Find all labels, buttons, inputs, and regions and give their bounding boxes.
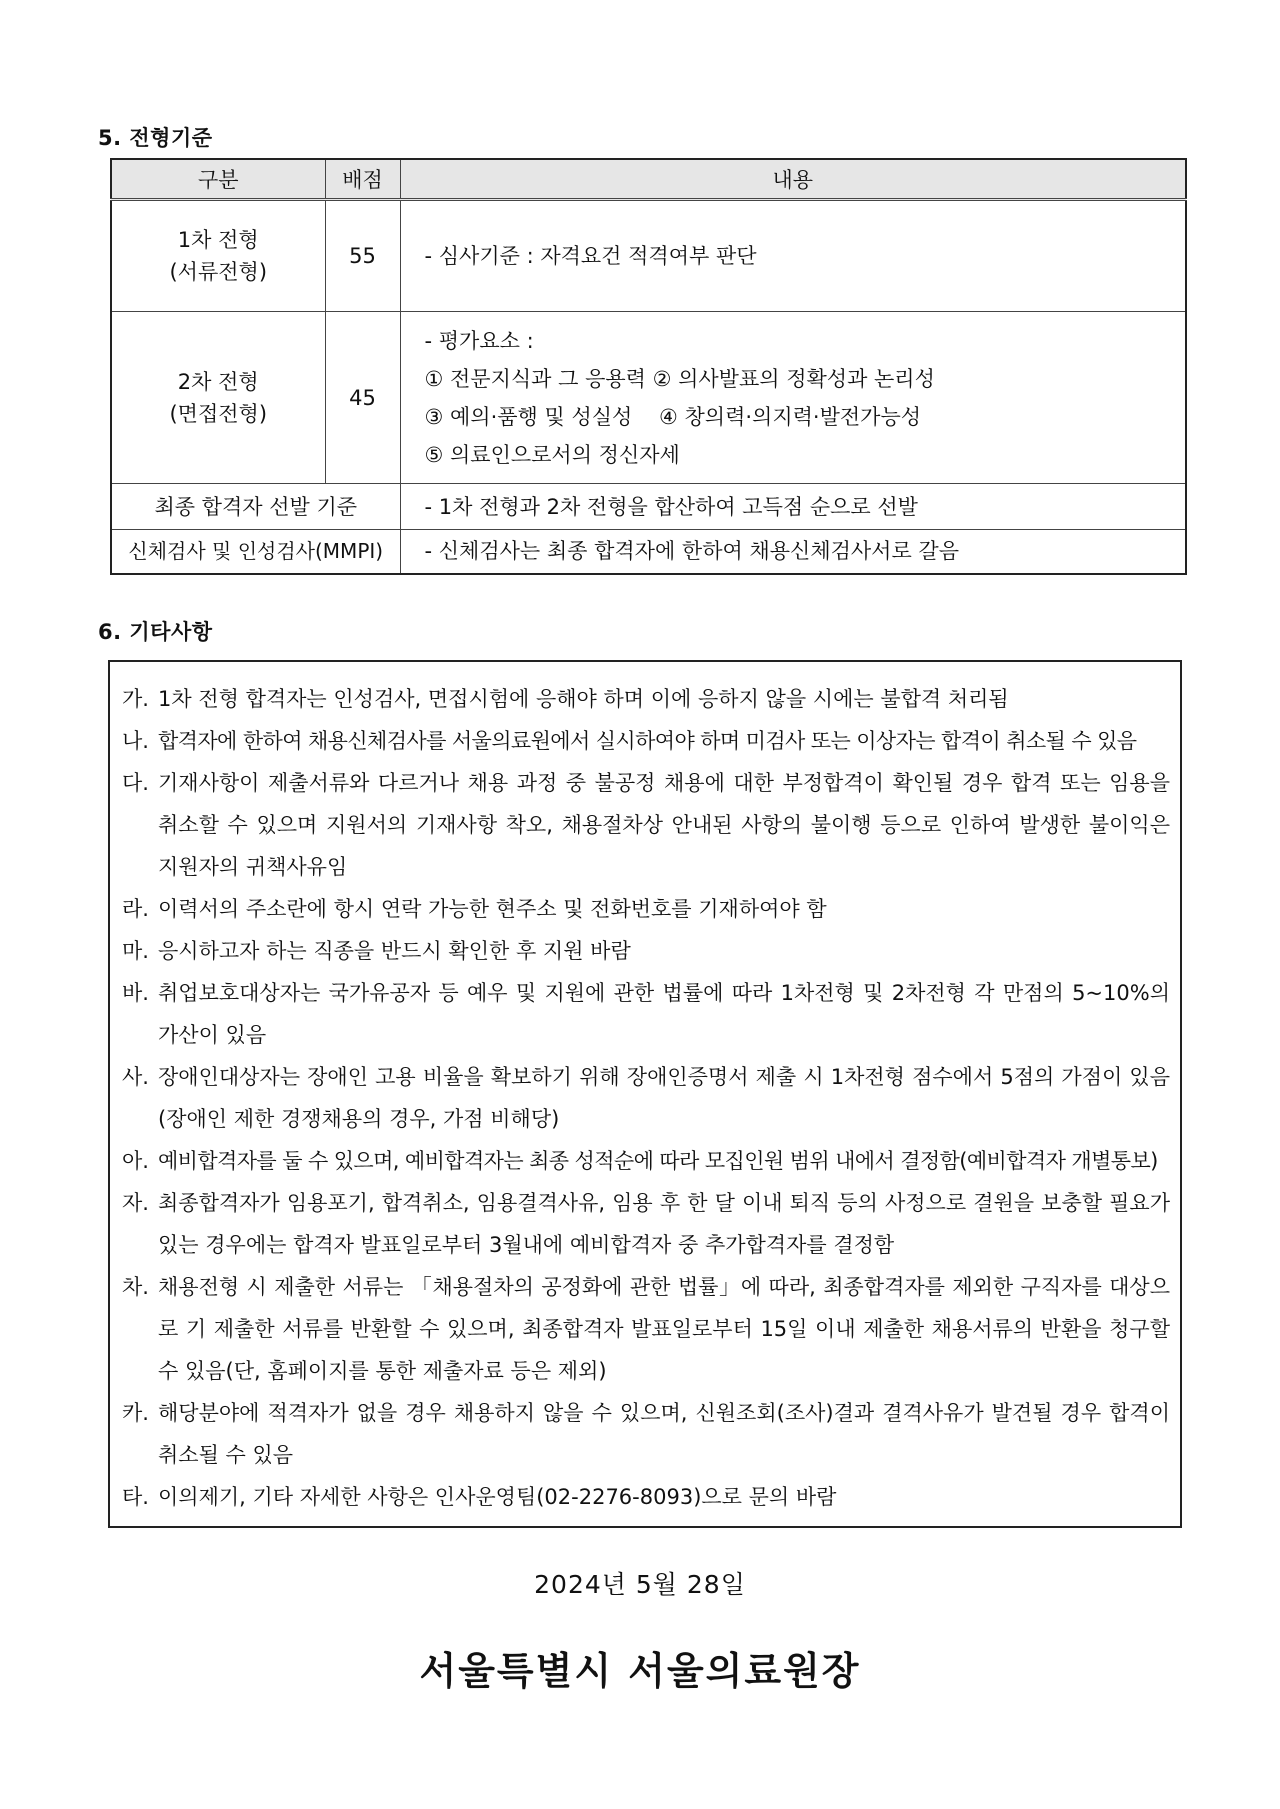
row-score: 55 (325, 200, 400, 312)
item-marker: 라. (122, 897, 149, 921)
table-header-row (111, 159, 1186, 200)
item-text: 채용전형 시 제출한 서류는 「채용절차의 공정화에 관한 법률」에 따라, 최종합격자를 제외한 구직자를 대상으로 기 제출한 서류를 반환할 수 있으며, 최종합격자 발표일로부터 15일 이내 제출한 채용서류의 반환을 청구할 수 있음(단, 홈페이지를 통한 제출자료 등은 제외) (158, 1275, 1170, 1383)
list-item (122, 1140, 1170, 1182)
selection-criteria-table (110, 158, 1187, 575)
list-item (122, 1476, 1170, 1518)
item-text: 최종합격자가 임용포기, 합격취소, 임용결격사유, 임용 후 한 달 이내 퇴직 등의 사정으로 결원을 보충할 필요가 있는 경우에는 합격자 발표일로부터 3월내에 예비합격자 중 추가합격자를 결정함 (158, 1191, 1170, 1257)
issuer-name: 서울특별시 서울의료원장 (419, 1649, 861, 1693)
row-category: 최종 합격자 선발 기준 (111, 484, 400, 530)
item-text: 응시하고자 하는 직종을 반드시 확인한 후 지원 바람 (158, 939, 631, 963)
section-6-title: 6. 기타사항 (98, 620, 213, 644)
item-text: 취업보호대상자는 국가유공자 등 예우 및 지원에 관한 법률에 따라 1차전형 및 2차전형 각 만점의 5~10%의 가산이 있음 (158, 981, 1170, 1047)
list-item (122, 1182, 1170, 1266)
list-item (122, 762, 1170, 888)
item-text: 이력서의 주소란에 항시 연락 가능한 현주소 및 전화번호를 기재하여야 함 (158, 897, 827, 921)
item-marker: 나. (122, 729, 149, 753)
announcement-date: 2024년 5월 28일 (534, 1570, 746, 1599)
category-line: (서류전형) (169, 260, 268, 284)
content-line: - 신체검사는 최종 합격자에 한하여 채용신체검사서로 갈음 (424, 539, 959, 564)
category-line: (면접전형) (169, 401, 268, 426)
list-item (122, 678, 1170, 720)
list-item (122, 1392, 1170, 1476)
list-item (122, 930, 1170, 972)
item-text: 장애인대상자는 장애인 고용 비율을 확보하기 위해 장애인증명서 제출 시 1차전형 점수에서 5점의 가점이 있음(장애인 제한 경쟁채용의 경우, 가점 비해당) (158, 1065, 1170, 1131)
section-5-title: 5. 전형기준 (98, 126, 213, 150)
item-marker: 가. (122, 687, 149, 711)
row-category (111, 200, 325, 312)
content-line: - 1차 전형과 2차 전형을 합산하여 고득점 순으로 선발 (424, 494, 918, 519)
row-content (400, 530, 1186, 574)
item-text: 해당분야에 적격자가 없을 경우 채용하지 않을 수 있으며, 신원조회(조사)결과 결격사유가 발견될 경우 합격이 취소될 수 있음 (158, 1401, 1170, 1467)
item-marker: 마. (122, 939, 149, 963)
item-marker: 아. (122, 1149, 149, 1173)
item-marker: 타. (122, 1485, 149, 1509)
row-content (400, 484, 1186, 530)
list-item (122, 1056, 1170, 1140)
category-line: 2차 전형 (177, 369, 259, 394)
item-text: 합격자에 한하여 채용신체검사를 서울의료원에서 실시하여야 하며 미검사 또는 이상자는 합격이 취소될 수 있음 (158, 729, 1137, 753)
row-category: 신체검사 및 인성검사(MMPI) (111, 530, 400, 574)
table-row (111, 530, 1186, 574)
list-item (122, 888, 1170, 930)
list-item (122, 972, 1170, 1056)
row-category (111, 312, 325, 484)
row-score: 45 (325, 312, 400, 484)
item-marker: 바. (122, 981, 149, 1005)
item-text: 이의제기, 기타 자세한 사항은 인사운영팀(02-2276-8093)으로 문의 바람 (158, 1485, 837, 1509)
row-content (400, 312, 1186, 484)
header-content: 내용 (400, 159, 1186, 200)
item-marker: 자. (122, 1191, 149, 1215)
item-text: 예비합격자를 둘 수 있으며, 예비합격자는 최종 성적순에 따라 모집인원 범위 내에서 결정함(예비합격자 개별통보) (158, 1149, 1158, 1173)
item-marker: 차. (122, 1275, 149, 1299)
other-notes-box (108, 660, 1182, 1528)
list-item (122, 1266, 1170, 1392)
header-score: 배점 (325, 159, 400, 200)
header-category: 구분 (111, 159, 325, 200)
table-row (111, 484, 1186, 530)
item-text: 1차 전형 합격자는 인성검사, 면접시험에 응해야 하며 이에 응하지 않을 시에는 불합격 처리됨 (158, 687, 1009, 711)
item-text: 기재사항이 제출서류와 다르거나 채용 과정 중 불공정 채용에 대한 부정합격이 확인될 경우 합격 또는 임용을 취소할 수 있으며 지원서의 기재사항 착오, 채용절차상 안내된 사항의 불이행 등으로 인하여 발생한 불이익은 지원자의 귀책사유임 (158, 771, 1170, 879)
row-content (400, 200, 1186, 312)
content-line: - 평가요소 : (424, 328, 534, 353)
content-line: ① 전문지식과 그 응용력 ② 의사발표의 정확성과 논리성 (424, 366, 935, 391)
content-line: ⑤ 의료인으로서의 정신자세 (424, 442, 680, 467)
table-row (111, 312, 1186, 484)
content-line: - 심사기준 : 자격요건 적격여부 판단 (424, 244, 757, 268)
category-line: 1차 전형 (177, 228, 259, 252)
content-line: ③ 예의·품행 및 성실성 ④ 창의력·의지력·발전가능성 (424, 404, 922, 429)
item-marker: 다. (122, 771, 149, 795)
item-marker: 카. (122, 1401, 149, 1425)
item-marker: 사. (122, 1065, 149, 1089)
list-item (122, 720, 1170, 762)
table-row (111, 200, 1186, 312)
